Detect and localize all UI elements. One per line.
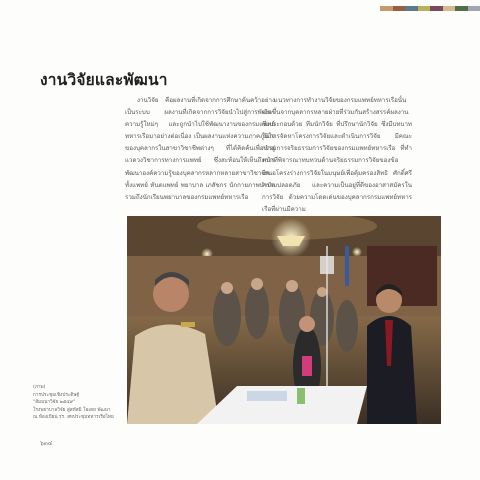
- caption-line: โรงพยาบาลวิจัย สู่สหัสมิ โอเดย พัฒนา: [33, 407, 111, 413]
- caption-line: ณ ห้องเบียน รร. สหประชุมทหารเรือไทย: [33, 415, 114, 420]
- page-title: งานวิจัยและพัฒนา: [40, 71, 168, 90]
- caption-line: "สัมมนาวิจัย ๒๕๔๙": [33, 400, 76, 405]
- color-strip-swatch: [468, 6, 480, 11]
- body-column-right: แนวทางการทำงานวิจัยของกรมแพทย์ทหารเรือนั้น เกิดขึ้นจากบุคลากรหลายฝ่ายที่ร่วมกันสร้างสรรค์ผลงาน ซึ่งประกอบด้วย ทีมนักวิจัย ที่ปรึกษานักวิจัย ซึ่งมีบทบาทในการจัดหาโครงการวิจัยและดำเนินการวิจัย มีคณะกรรมการจริยธรรมการวิจัยของกรมแพทย์ทหารเรือ ที่ทำหน้าที่พิจารณาทบทวนด้านจริยธรรมการวิจัยของข้อเสนอโครงร่างการวิจัยในมนุษย์เพื่อคุ้มครองสิทธิ ศักดิ์ศรี ความปลอดภัย และความเป็นอยู่ที่ดีของอาสาสมัครในการวิจัย ด้วยความโดดเด่นของบุคลากรกรมแพทย์ทหารเรือที่ผ่านมีความ: [262, 97, 412, 213]
- photo-caption: [33, 384, 125, 422]
- color-strip-swatch: [443, 6, 456, 11]
- page-number: ๖๓๔: [40, 440, 53, 447]
- color-strip-swatch: [455, 6, 468, 11]
- body-column-left: งานวิจัย คือผลงานที่เกิดจากการศึกษาค้นคว้าอย่างเป็นระบบ ผลงานที่เกิดจากการวิจัยนำไปสู่การพัฒนาความรู้ใหม่ๆ และถูกนำไปใช้พัฒนางานของกรมแพทย์ทหารเรือมาอย่างต่อเนื่อง เป็นผลงานแห่งความภาคภูมิใจของบุคลากรในสาขาวิชาชีพต่างๆ ที่ได้คิดค้นเพื่อนำสู่แวดวงวิชาการทางการแพทย์ ซึ่งสะท้อนให้เห็นถึงการพัฒนาองค์ความรู้ของบุคลากรหลากหลายสาขาวิชาชีพ ทั้งแพทย์ ทันตแพทย์ พยาบาล เภสัชกร นักกายภาพบำบัด รวมถึงนักเรียนพยาบาลของกรมแพทย์ทหารเรือ: [125, 97, 275, 201]
- color-strip-swatch: [405, 6, 418, 11]
- color-strip-swatch: [418, 6, 431, 11]
- caption-line: (ภาพ): [33, 385, 46, 390]
- color-strip-swatch: [380, 6, 393, 11]
- caption-line: การประชุมเชิงประดิษฐ์: [33, 392, 80, 398]
- decorative-color-strip: [380, 6, 480, 11]
- event-photo: [127, 216, 441, 424]
- color-strip-swatch: [430, 6, 443, 11]
- color-strip-swatch: [393, 6, 406, 11]
